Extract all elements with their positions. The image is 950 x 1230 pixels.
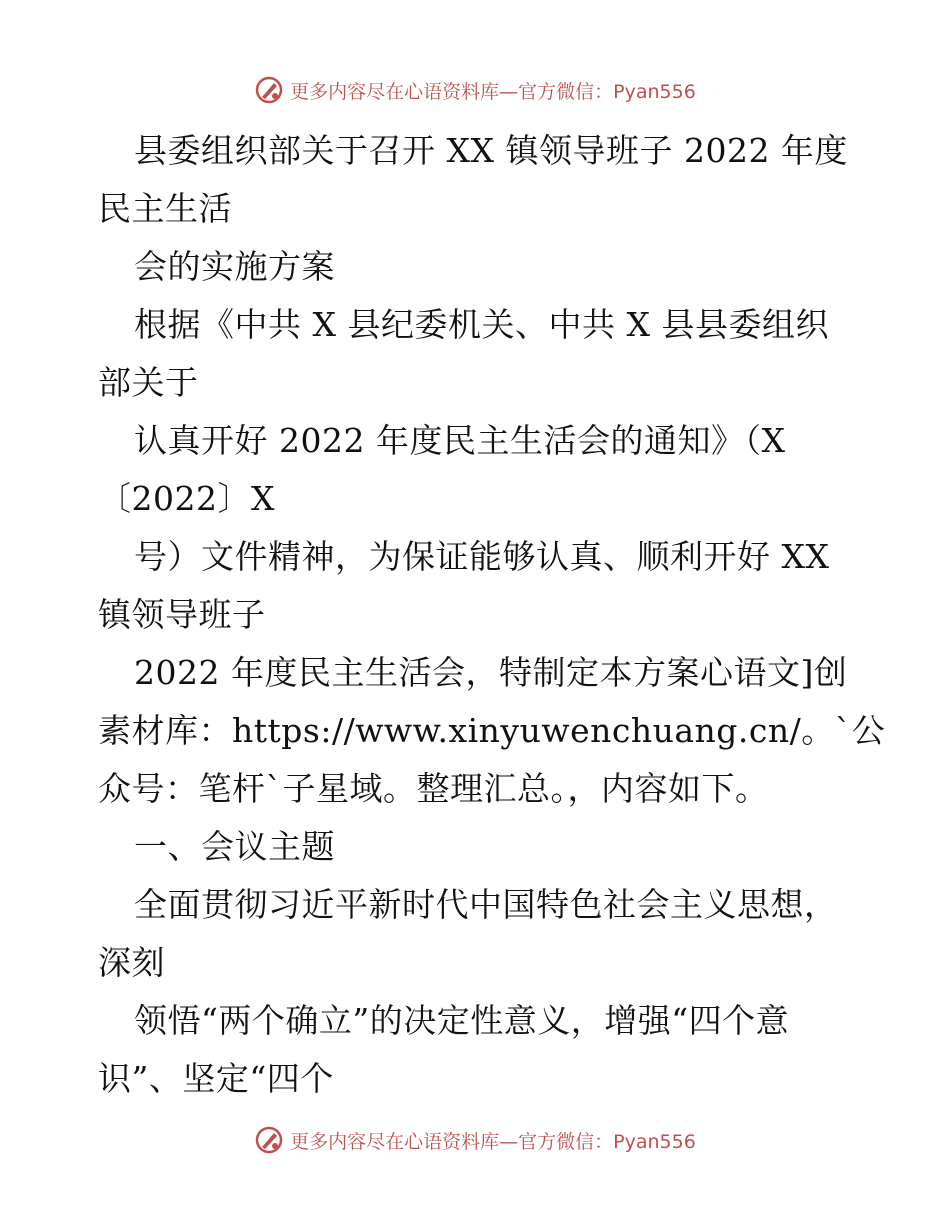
text-line: 素材库：https://www.xinyuwenchuang.cn/。`公	[98, 711, 886, 750]
banner-text: 更多内容尽在心语资料库—官方微信：Pyan556	[290, 1130, 696, 1153]
text-line: 会的实施方案	[134, 247, 335, 286]
header-banner	[0, 70, 950, 110]
text-line: 全面贯彻习近平新时代中国特色社会主义思想，	[134, 885, 838, 924]
text-line: 深刻	[98, 943, 165, 982]
footer-banner	[0, 1120, 950, 1160]
pen-logo-icon	[254, 1125, 284, 1155]
text-line: 民主生活	[98, 189, 232, 228]
pen-logo-icon	[254, 75, 284, 105]
text-line: 2022 年度民主生活会，特制定本方案心语文]创	[134, 653, 848, 692]
text-line: 认真开好 2022 年度民主生活会的通知》（X	[134, 421, 786, 460]
text-line: 识”、坚定“四个	[98, 1059, 334, 1098]
text-line: 号）文件精神，为保证能够认真、顺利开好 XX	[134, 537, 830, 576]
text-line: 一、会议主题	[134, 827, 335, 866]
text-line: 根据《中共 X 县纪委机关、中共 X 县县委组织	[134, 305, 829, 344]
text-line: 县委组织部关于召开 XX 镇领导班子 2022 年度	[134, 131, 848, 170]
text-line: 领悟“两个确立”的决定性意义，增强“四个意	[134, 1001, 790, 1040]
document-body	[98, 122, 886, 1108]
banner-text: 更多内容尽在心语资料库—官方微信：Pyan556	[290, 80, 696, 103]
text-line: 〔2022〕X	[98, 479, 275, 518]
text-line: 众号：笔杆`子星域。整理汇总。，内容如下。	[98, 769, 769, 808]
text-line: 部关于	[98, 363, 199, 402]
text-line: 镇领导班子	[98, 595, 266, 634]
